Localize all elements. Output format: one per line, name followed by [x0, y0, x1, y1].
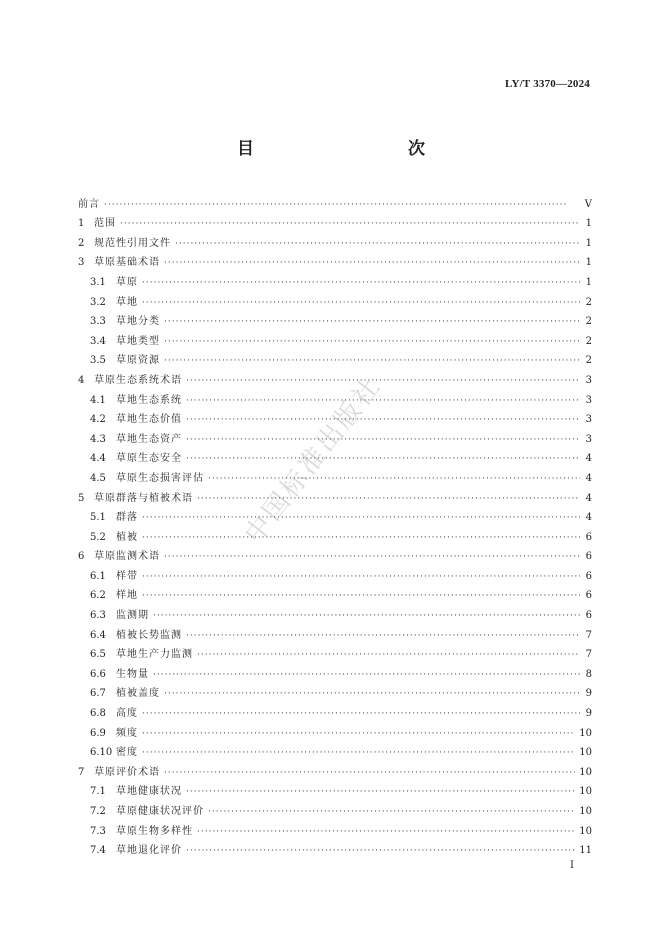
toc-entry-number: 6.5: [90, 649, 106, 661]
toc-leader-dots: [142, 590, 580, 602]
toc-leader-dots: [164, 551, 580, 563]
toc-entry[interactable]: [78, 230, 592, 250]
toc-entry-page: 4: [585, 453, 592, 465]
toc-entry-page: 3: [585, 433, 592, 445]
toc-entry[interactable]: [78, 661, 592, 681]
toc-entry-page: 1: [585, 257, 592, 269]
toc-entry[interactable]: [78, 387, 592, 407]
toc-entry-page: V: [584, 198, 592, 210]
toc-entry-page: 6: [585, 570, 592, 582]
toc-entry-page: 6: [585, 551, 592, 563]
toc-entry-page: 2: [585, 355, 592, 367]
toc-entry-label: 草原生态安全: [116, 453, 182, 465]
toc-leader-dots: [104, 199, 580, 211]
toc-entry-number: 7.3: [90, 825, 106, 837]
toc-leader-dots: [142, 297, 580, 309]
toc-entry-label: 草原资源: [116, 355, 160, 367]
toc-entry-label: 草地分类: [116, 316, 160, 328]
toc-leader-dots: [142, 532, 580, 544]
toc-entry-label: 密度: [116, 747, 138, 759]
toc-leader-dots: [153, 669, 580, 681]
toc-entry-number: 3.3: [90, 316, 106, 328]
toc-entry-page: 10: [579, 786, 592, 798]
toc-entry-page: 10: [579, 727, 592, 739]
toc-entry[interactable]: [78, 798, 592, 818]
toc-entry-label: 群落: [116, 512, 138, 524]
toc-entry-number: 5.1: [90, 512, 106, 524]
toc-leader-dots: [186, 845, 575, 857]
toc-entry-label: 草原生态系统术语: [94, 374, 182, 386]
toc-entry[interactable]: [78, 544, 592, 564]
toc-leader-dots: [142, 728, 575, 740]
toc-entry-number: 3: [78, 257, 85, 269]
toc-entry-page: 7: [585, 629, 592, 641]
toc-leader-dots: [142, 277, 580, 289]
toc-entry[interactable]: [78, 505, 592, 525]
toc-entry-label: 草原生物多样性: [116, 825, 193, 837]
toc-entry[interactable]: [78, 426, 592, 446]
toc-entry-page: 1: [585, 218, 592, 230]
toc-entry-label: 高度: [116, 708, 138, 720]
toc-leader-dots: [186, 786, 575, 798]
toc-entry-label: 样带: [116, 570, 138, 582]
toc-entry-page: 3: [585, 394, 592, 406]
toc-leader-dots: [186, 375, 580, 387]
toc-entry[interactable]: [78, 642, 592, 662]
toc-leader-dots: [208, 473, 580, 485]
toc-entry-number: 4.4: [90, 453, 106, 465]
toc-entry[interactable]: [78, 191, 592, 211]
toc-entry-page: 6: [585, 590, 592, 602]
toc-entry-number: 6.7: [90, 688, 106, 700]
toc-entry-page: 10: [579, 806, 592, 817]
toc-leader-dots: [142, 747, 575, 759]
toc-entry-label: 规范性引用文件: [94, 237, 171, 249]
toc-entry-number: 6.1: [90, 570, 106, 582]
toc-entry-page: 2: [585, 335, 592, 347]
toc-leader-dots: [164, 767, 575, 779]
toc-entry-number: 4.5: [90, 472, 106, 484]
toc-entry-number: 3.5: [90, 355, 106, 367]
toc-entry-number: 6.3: [90, 610, 106, 622]
toc-entry-page: 8: [585, 668, 592, 680]
toc-entry-page: 1: [585, 237, 592, 249]
toc-entry-number: 4: [78, 374, 85, 386]
toc-entry[interactable]: [78, 348, 592, 368]
toc-entry-page: 9: [585, 688, 592, 700]
toc-leader-dots: [164, 316, 580, 328]
toc-entry-page: 2: [585, 316, 592, 328]
toc-entry-page: 10: [579, 825, 592, 837]
toc-entry-page: 9: [585, 708, 592, 720]
toc-entry-label: 范围: [94, 218, 116, 230]
toc-leader-dots: [153, 610, 580, 622]
toc-entry-label: 草地生态系统: [116, 394, 182, 406]
toc-entry[interactable]: [78, 759, 592, 779]
page-number: I: [570, 860, 574, 871]
page-title: 目 次: [237, 139, 465, 159]
table-of-contents: [78, 191, 592, 857]
toc-entry[interactable]: [78, 818, 592, 838]
toc-entry-page: 11: [579, 845, 592, 857]
toc-leader-dots: [142, 571, 580, 583]
toc-leader-dots: [120, 218, 580, 230]
toc-entry-number: 3.2: [90, 296, 106, 308]
toc-entry-label: 植被长势监测: [116, 629, 182, 641]
toc-entry-number: 6.9: [90, 727, 106, 739]
toc-entry[interactable]: [78, 289, 592, 309]
toc-entry-label: 前言: [78, 198, 100, 210]
toc-entry-number: 6.6: [90, 668, 106, 680]
toc-entry-number: 6.10: [90, 747, 113, 759]
toc-entry-label: 草原生态损害评估: [116, 472, 204, 484]
toc-entry-number: 6.2: [90, 590, 106, 602]
toc-entry-label: 草地健康状况: [116, 786, 182, 798]
toc-entry[interactable]: [78, 524, 592, 544]
toc-entry-number: 1: [78, 218, 85, 230]
toc-entry-label: 草地生态价值: [116, 414, 182, 426]
toc-entry[interactable]: [78, 681, 592, 701]
toc-leader-dots: [164, 336, 580, 348]
toc-leader-dots: [197, 493, 580, 505]
toc-entry-label: 草原基础术语: [94, 257, 160, 269]
toc-leader-dots: [186, 395, 580, 407]
toc-entry[interactable]: [78, 838, 592, 858]
toc-entry-page: 3: [585, 374, 592, 386]
toc-leader-dots: [164, 257, 580, 269]
toc-leader-dots: [186, 453, 580, 465]
toc-leader-dots: [186, 630, 580, 642]
toc-entry[interactable]: [78, 720, 592, 740]
toc-leader-dots: [175, 238, 580, 250]
toc-entry-number: 4.1: [90, 394, 106, 406]
toc-entry-label: 监测期: [116, 610, 149, 622]
toc-entry-page: 4: [585, 472, 592, 484]
toc-entry-page: 4: [585, 512, 592, 524]
toc-entry-number: 7.1: [90, 786, 106, 798]
toc-entry-number: 7: [78, 766, 85, 778]
toc-entry[interactable]: [78, 211, 592, 231]
toc-leader-dots: [197, 826, 575, 838]
toc-entry-number: 3.1: [90, 276, 106, 288]
toc-entry-page: 10: [579, 766, 592, 778]
toc-entry[interactable]: [78, 367, 592, 387]
toc-leader-dots: [186, 414, 580, 426]
toc-leader-dots: [142, 708, 580, 720]
toc-leader-dots: [142, 512, 580, 524]
toc-entry-label: 草原群落与植被术语: [94, 492, 193, 504]
toc-entry[interactable]: [78, 700, 592, 720]
toc-entry-number: 7.4: [90, 845, 106, 857]
toc-entry-label: 草原健康状况评价: [116, 806, 204, 817]
toc-entry-number: 4.2: [90, 414, 106, 426]
toc-entry-number: 5.2: [90, 531, 106, 543]
toc-entry-page: 10: [579, 747, 592, 759]
toc-entry-number: 4.3: [90, 433, 106, 445]
toc-entry-label: 草原监测术语: [94, 551, 160, 563]
standard-code: LY/T 3370—2024: [504, 78, 590, 90]
toc-entry[interactable]: [78, 328, 592, 348]
toc-leader-dots: [186, 434, 580, 446]
toc-entry-page: 1: [585, 276, 592, 288]
toc-entry-label: 草地退化评价: [116, 845, 182, 857]
toc-entry-label: 植被: [116, 531, 138, 543]
toc-entry-number: 5: [78, 492, 85, 504]
toc-entry-page: 6: [585, 531, 592, 543]
toc-entry-page: 2: [585, 296, 592, 308]
toc-entry-label: 生物量: [116, 668, 149, 680]
toc-entry[interactable]: [78, 602, 592, 622]
toc-entry[interactable]: [78, 485, 592, 505]
toc-leader-dots: [197, 649, 580, 661]
toc-entry[interactable]: [78, 740, 592, 760]
toc-entry[interactable]: [78, 563, 592, 583]
toc-entry-label: 草原评价术语: [94, 766, 160, 778]
toc-entry-number: 6.4: [90, 629, 106, 641]
toc-entry[interactable]: [78, 583, 592, 603]
toc-leader-dots: [164, 355, 580, 367]
toc-entry-label: 植被盖度: [116, 688, 160, 700]
toc-entry-label: 草地生态资产: [116, 433, 182, 445]
toc-leader-dots: [164, 688, 580, 700]
toc-entry[interactable]: [78, 779, 592, 799]
toc-entry-number: 7.2: [90, 806, 106, 817]
toc-leader-dots: [208, 806, 575, 818]
toc-entry[interactable]: [78, 250, 592, 270]
toc-entry-page: 3: [585, 414, 592, 426]
toc-entry-label: 草原: [116, 276, 138, 288]
toc-entry[interactable]: [78, 465, 592, 485]
toc-entry[interactable]: [78, 309, 592, 329]
toc-entry-label: 草地类型: [116, 335, 160, 347]
toc-entry-page: 6: [585, 610, 592, 622]
toc-entry-page: 7: [585, 649, 592, 661]
toc-entry-label: 样地: [116, 590, 138, 602]
toc-entry-page: 4: [585, 492, 592, 504]
toc-entry-label: 频度: [116, 727, 138, 739]
toc-entry-number: 3.4: [90, 335, 106, 347]
toc-entry-label: 草地: [116, 296, 138, 308]
toc-entry[interactable]: [78, 446, 592, 466]
toc-entry-label: 草地生产力监测: [116, 649, 193, 661]
watermark-text: 中国标准出版社: [239, 370, 388, 550]
toc-entry-number: 6.8: [90, 708, 106, 720]
toc-entry[interactable]: [78, 269, 592, 289]
toc-entry-number: 2: [78, 237, 85, 249]
toc-entry[interactable]: [78, 622, 592, 642]
toc-entry[interactable]: [78, 407, 592, 427]
toc-entry-number: 6: [78, 551, 85, 563]
